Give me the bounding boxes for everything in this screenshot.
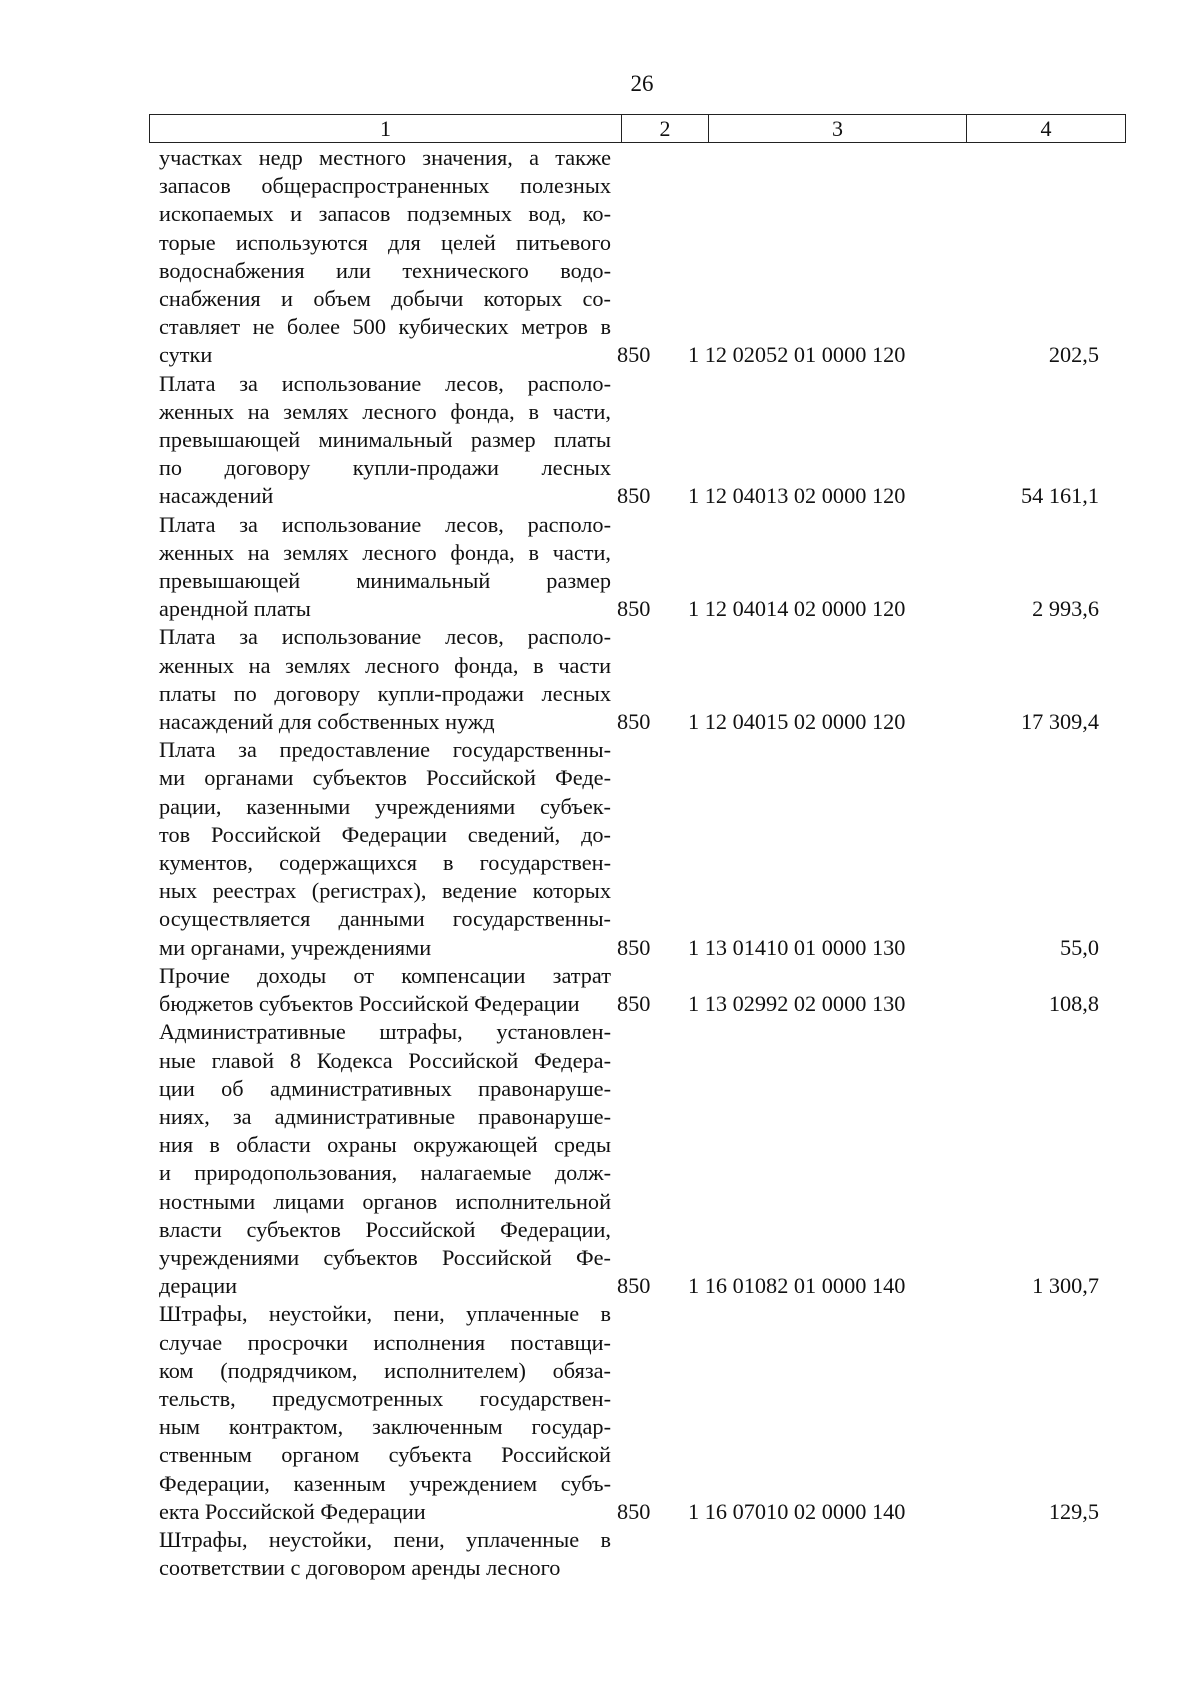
description-line: осуществляется данными государственны- (159, 906, 611, 932)
description-line: учреждениями субъектов Российской Фе- (159, 1244, 611, 1270)
description-line: Плата за предоставление государственны- (159, 737, 611, 763)
description-line: соответствии с договором аренды лесного (159, 1555, 561, 1581)
description-line: снабжения и объем добычи которых со- (159, 286, 611, 312)
description-line: Плата за использование лесов, располо- (159, 624, 611, 650)
description-line: ственным органом субъекта Российской (159, 1442, 611, 1468)
table-row (159, 962, 1119, 1018)
amount-value: 54 161,1 (1020, 483, 1099, 509)
description-line: участках недр местного значения, а также (159, 145, 611, 170)
description-line: Федерации, казенным учреждением субъ- (159, 1470, 611, 1496)
administrator-code: 850 (617, 934, 651, 960)
amount-value: 202,5 (1048, 342, 1099, 368)
description-line: дерации (159, 1273, 238, 1299)
administrator-code: 850 (617, 483, 651, 509)
amount-value: 55,0 (1059, 934, 1099, 960)
amount-value: 108,8 (1048, 991, 1099, 1017)
description-line: Штрафы, неустойки, пени, уплаченные в (159, 1301, 611, 1327)
administrator-code: 850 (617, 1273, 651, 1299)
description-line: насаждений для собственных нужд (159, 709, 495, 735)
description-line: превышающей минимальный размер платы (159, 427, 611, 453)
description-line: сутки (159, 342, 213, 368)
description-line: ные главой 8 Кодекса Российской Федера- (159, 1047, 611, 1073)
revenue-description (159, 144, 611, 370)
administrator-code: 850 (617, 1498, 651, 1524)
amount-value: 17 309,4 (1020, 709, 1099, 735)
description-line: насаждений (159, 483, 274, 509)
table-row (159, 144, 1119, 370)
column-header-1: 1 (150, 115, 622, 143)
revenue-description (159, 736, 611, 962)
page-number: 26 (630, 71, 654, 96)
description-line: и природопользования, налагаемые долж- (159, 1160, 611, 1186)
budget-classification-code: 1 13 01410 01 0000 130 (688, 934, 906, 960)
amount-value: 129,5 (1048, 1498, 1099, 1524)
description-line: ния в области охраны окружающей среды (159, 1132, 611, 1158)
revenue-description (159, 623, 611, 736)
description-line: Административные штрафы, установлен- (159, 1019, 611, 1045)
budget-classification-code: 1 12 04014 02 0000 120 (688, 596, 906, 622)
description-line: женных на землях лесного фонда, в части (159, 652, 611, 678)
revenue-rows (159, 144, 1119, 1582)
description-line: ми органами субъектов Российской Феде- (159, 765, 611, 791)
revenue-description (159, 1526, 611, 1582)
description-line: ции об административных правонаруше- (159, 1075, 611, 1101)
budget-classification-code: 1 13 02992 02 0000 130 (688, 991, 906, 1017)
column-header-2: 2 (622, 115, 709, 143)
description-line: бюджетов субъектов Российской Федерации (159, 991, 580, 1017)
description-line: Штрафы, неустойки, пени, уплаченные в (159, 1526, 611, 1552)
budget-classification-code: 1 12 04015 02 0000 120 (688, 709, 906, 735)
description-line: женных на землях лесного фонда, в части, (159, 539, 611, 565)
administrator-code: 850 (617, 991, 651, 1017)
administrator-code: 850 (617, 709, 651, 735)
description-line: платы по договору купли-продажи лесных (159, 680, 611, 706)
amount-value: 1 300,7 (1032, 1273, 1099, 1299)
table-row (159, 1018, 1119, 1300)
table-row (159, 1300, 1119, 1526)
description-line: ных реестрах (регистрах), ведение которых (159, 878, 611, 904)
description-line: превышающей минимальный размер (159, 568, 611, 594)
description-line: кументов, содержащихся в государствен- (159, 850, 611, 876)
budget-classification-code: 1 16 01082 01 0000 140 (688, 1273, 906, 1299)
description-line: запасов общераспространенных полезных (159, 173, 611, 199)
description-line: ностными лицами органов исполнительной (159, 1188, 611, 1214)
description-line: торые используются для целей питьевого (159, 229, 611, 255)
description-line: водоснабжения или технического водо- (159, 257, 611, 283)
description-line: Плата за использование лесов, располо- (159, 511, 611, 537)
table-row (159, 511, 1119, 624)
revenue-description (159, 511, 611, 624)
administrator-code: 850 (617, 596, 651, 622)
description-line: женных на землях лесного фонда, в части, (159, 398, 611, 424)
budget-classification-code: 1 12 04013 02 0000 120 (688, 483, 906, 509)
description-line: ставляет не более 500 кубических метров в (159, 314, 611, 340)
table-row (159, 1526, 1119, 1582)
table-row (159, 736, 1119, 962)
description-line: ниях, за административные правонаруше- (159, 1103, 611, 1129)
revenue-description (159, 962, 611, 1018)
description-line: Прочие доходы от компенсации затрат (159, 962, 611, 988)
description-line: тельств, предусмотренных государствен- (159, 1385, 611, 1411)
description-line: ми органами, учреждениями (159, 934, 432, 960)
budget-classification-code: 1 12 02052 01 0000 120 (688, 342, 906, 368)
description-line: екта Российской Федерации (159, 1498, 426, 1524)
description-line: рации, казенными учреждениями субъек- (159, 793, 611, 819)
revenue-description (159, 1300, 611, 1526)
budget-classification-code: 1 16 07010 02 0000 140 (688, 1498, 906, 1524)
administrator-code: 850 (617, 342, 651, 368)
amount-value: 2 993,6 (1032, 596, 1099, 622)
column-header-row (150, 115, 1126, 143)
description-line: ком (подрядчиком, исполнителем) обяза- (159, 1357, 611, 1383)
description-line: Плата за использование лесов, располо- (159, 370, 611, 396)
table-row (159, 623, 1119, 736)
description-line: арендной платы (159, 596, 311, 622)
column-header-table (149, 114, 1126, 143)
description-line: тов Российской Федерации сведений, до- (159, 821, 611, 847)
revenue-description (159, 1018, 611, 1300)
column-header-4: 4 (967, 115, 1126, 143)
revenue-description (159, 370, 611, 511)
column-header-3: 3 (709, 115, 967, 143)
table-row (159, 370, 1119, 511)
description-line: власти субъектов Российской Федерации, (159, 1216, 611, 1242)
description-line: по договору купли-продажи лесных (159, 455, 611, 481)
description-line: ным контрактом, заключенным государ- (159, 1414, 611, 1440)
description-line: ископаемых и запасов подземных вод, ко- (159, 201, 611, 227)
description-line: случае просрочки исполнения поставщи- (159, 1329, 611, 1355)
